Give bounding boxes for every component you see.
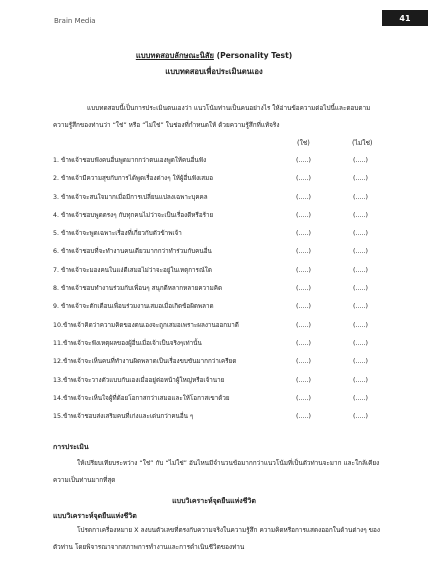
answer-no-blank[interactable]: (.....) xyxy=(353,193,368,201)
question-text: 11.ข้าพเจ้าจะฟังเหตุผลของผู้อื่นเมื่อเจ้าเป็นจริงๆเท่านั้น xyxy=(53,339,202,347)
answer-no-blank[interactable]: (.....) xyxy=(353,285,368,293)
question-text: 7. ข้าพเจ้าจะมองคนในแง่ดีเสมอไม่ว่าจะอยู่ในเหตุการณ์ใด xyxy=(53,266,212,274)
analysis-heading: แบบวิเคราะห์จุดยืนแห่งชีวิต xyxy=(172,497,256,505)
question-text: 5. ข้าพเจ้าจะพูดเฉพาะเรื่องที่เกี่ยวกับตัวข้าพเจ้า xyxy=(53,230,182,238)
question-item xyxy=(53,317,383,335)
question-text: 6. ข้าพเจ้าชอบที่จะทำงานคนเดียวมากกว่าทำร่วมกับคนอื่น xyxy=(53,248,212,256)
evaluation-heading: การประเมิน xyxy=(53,443,89,451)
question-item xyxy=(53,390,383,408)
question-text: 9. ข้าพเจ้าจะตักเตือนเพื่อนร่วมงานเสมอเมื่อเกิดข้อผิดพลาด xyxy=(53,303,214,311)
answer-no-blank[interactable]: (.....) xyxy=(353,358,368,366)
answer-no-blank[interactable]: (.....) xyxy=(353,303,368,311)
question-text: 15.ข้าพเจ้าชอบส่งเสริมคนที่เก่งและเด่นกว่าคนอื่น ๆ xyxy=(53,413,194,421)
question-text: 4. ข้าพเจ้าชอบพูดตรงๆ กับทุกคนไม่ว่าจะเป็นเรื่องดีหรือร้าย xyxy=(53,211,214,219)
answer-no-blank[interactable]: (.....) xyxy=(353,413,368,421)
answer-yes-blank[interactable]: (.....) xyxy=(296,175,311,183)
question-item xyxy=(53,152,383,170)
question-item xyxy=(53,262,383,280)
answer-yes-blank[interactable]: (.....) xyxy=(296,321,311,329)
answer-yes-blank[interactable]: (.....) xyxy=(296,157,311,164)
answer-no-blank[interactable]: (.....) xyxy=(353,321,368,329)
test-title-english: (Personality Test) xyxy=(213,51,293,60)
answer-yes-blank[interactable]: (.....) xyxy=(296,230,311,238)
question-item xyxy=(53,372,383,390)
answer-no-blank[interactable]: (.....) xyxy=(353,230,368,238)
answer-no-blank[interactable]: (.....) xyxy=(353,211,368,219)
question-text: 10.ข้าพเจ้าคิดว่าความคิดของตนเองจะถูกเสมอเพราะผลงานออกมาดี xyxy=(53,321,239,329)
question-item xyxy=(53,353,383,371)
answer-yes-blank[interactable]: (.....) xyxy=(296,413,311,421)
answer-yes-blank[interactable]: (.....) xyxy=(296,358,311,366)
question-text: 8. ข้าพเจ้าชอบทำงานร่วมกับเพื่อนๆ สนุกดีหลากหลายความคิด xyxy=(53,285,223,293)
column-header-no: (ไม่ใช่) xyxy=(352,139,373,147)
test-title xyxy=(0,50,428,62)
header-brand: Brain Media xyxy=(54,17,96,25)
answer-yes-blank[interactable]: (.....) xyxy=(296,339,311,347)
analysis-paragraph: โปรดกาเครื่องหมาย X ลงบนตัวเลขที่ตรงกับความจริงในความรู้สึก ความคิดหรือการแสดงออกในด้านต่างๆ ของตัวท่าน โดยพิจารณาจากสภาพการทำงานและการดำเนินชีวิตของท่าน xyxy=(53,526,380,551)
question-item xyxy=(53,225,383,243)
column-header-yes: (ใช่) xyxy=(297,139,310,147)
question-text: 1. ข้าพเจ้าชอบฟังคนอื่นพูดมากกว่าตนเองพูดให้คนอื่นฟัง xyxy=(53,157,207,164)
analysis-subheading: แบบวิเคราะห์จุดยืนแห่งชีวิต xyxy=(53,512,137,520)
answer-no-blank[interactable]: (.....) xyxy=(353,266,368,274)
question-text: 14.ข้าพเจ้าจะเห็นใจผู้ที่ด้อยโอกาสกว่าเสมอและให้โอกาสเขาด้วย xyxy=(53,394,230,402)
question-item xyxy=(53,189,383,207)
question-item xyxy=(53,207,383,225)
answer-no-blank[interactable]: (.....) xyxy=(353,394,368,402)
answer-yes-blank[interactable]: (.....) xyxy=(296,248,311,256)
intro-paragraph: แบบทดสอบนี้เป็นการประเมินตนเองว่า แนวโน้มท่านเป็นคนอย่างไร ให้อ่านข้อความต่อไปนี้และตอบตามความรู้สึกของท่านว่า “ใช่” หรือ “ไม่ใช่” ในช่องที่กำหนดให้ ด้วยความรู้สึกที่แท้จริง xyxy=(53,104,371,129)
question-item xyxy=(53,408,383,426)
answer-no-blank[interactable]: (.....) xyxy=(353,248,368,256)
answer-no-blank[interactable]: (.....) xyxy=(353,175,368,183)
question-text: 12.ข้าพเจ้าจะเห็นคนที่ทำงานผิดพลาดเป็นเรื่องขบขันมากกว่าเครียด xyxy=(53,358,237,366)
answer-yes-blank[interactable]: (.....) xyxy=(296,193,311,201)
answer-no-blank[interactable]: (.....) xyxy=(353,339,368,347)
question-item xyxy=(53,335,383,353)
answer-yes-blank[interactable]: (.....) xyxy=(296,376,311,384)
question-text: 2. ข้าพเจ้ามีความสุขกับการได้พูดเรื่องต่างๆ ให้ผู้อื่นฟังเสมอ xyxy=(53,175,214,183)
test-subtitle: แบบทดสอบเพื่อประเมินตนเอง xyxy=(165,67,263,76)
answer-no-blank[interactable]: (.....) xyxy=(353,157,368,164)
answer-yes-blank[interactable]: (.....) xyxy=(296,211,311,219)
question-item xyxy=(53,280,383,298)
evaluation-paragraph: ให้เปรียบเทียบระหว่าง “ใช่” กับ “ไม่ใช่” อันไหนมีจำนวนข้อมากกว่าแนวโน้มที่เป็นตัวท่านจะมาก และใกล้เคียงความเป็นท่านมากที่สุด xyxy=(53,459,380,484)
page-number-badge: 41 xyxy=(382,10,428,26)
question-text: 3. ข้าพเจ้าจะสนใจมากเมื่อมีการเปลี่ยนแปลงเฉพาะบุคคล xyxy=(53,193,208,201)
answer-no-blank[interactable]: (.....) xyxy=(353,376,368,384)
question-list xyxy=(53,152,383,426)
answer-yes-blank[interactable]: (.....) xyxy=(296,394,311,402)
question-item xyxy=(53,243,383,261)
question-text: 13.ข้าพเจ้าจะวางตัวแบบกันเองเมื่ออยู่ต่อหน้าผู้ใหญ่หรือเจ้านาย xyxy=(53,376,225,384)
question-item xyxy=(53,298,383,316)
test-title-thai: แบบทดสอบลักษณะนิสัย xyxy=(135,51,214,60)
question-item xyxy=(53,170,383,188)
answer-yes-blank[interactable]: (.....) xyxy=(296,285,311,293)
answer-yes-blank[interactable]: (.....) xyxy=(296,266,311,274)
answer-yes-blank[interactable]: (.....) xyxy=(296,303,311,311)
